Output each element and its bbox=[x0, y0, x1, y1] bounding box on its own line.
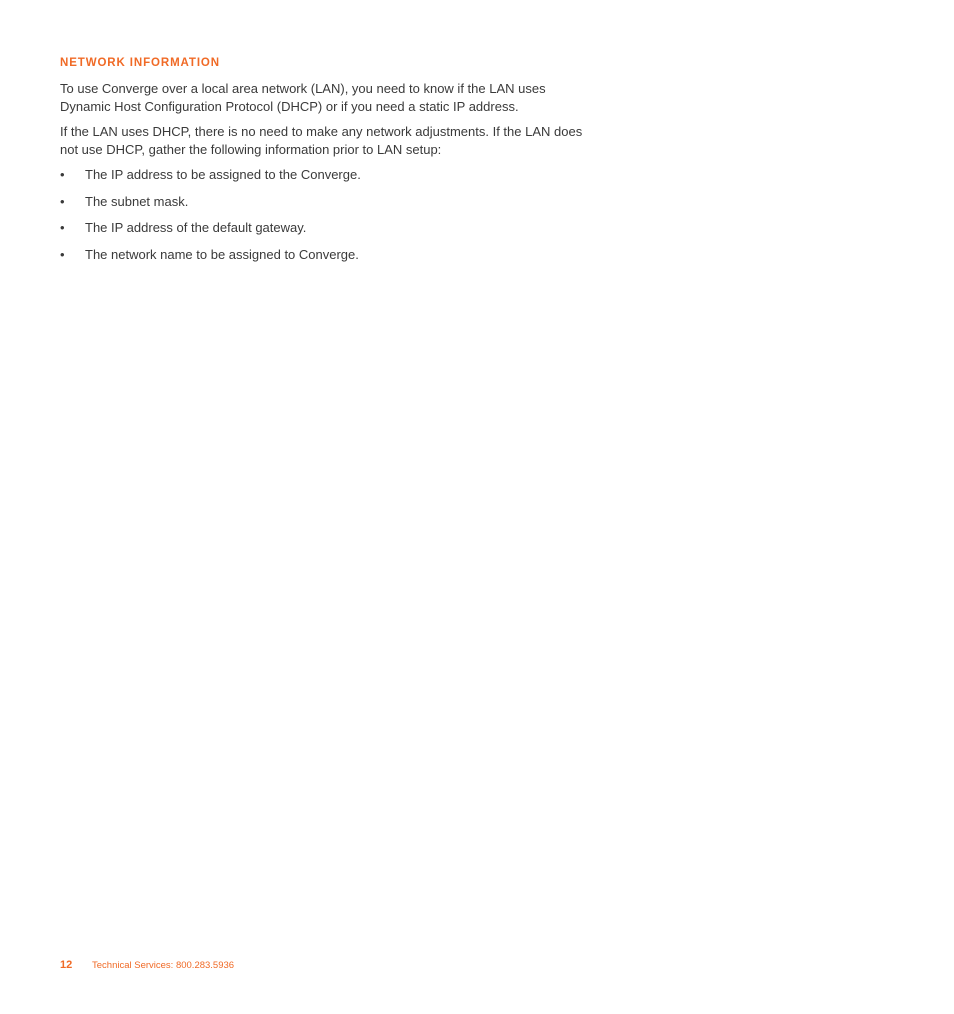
bullet-icon: • bbox=[60, 167, 65, 182]
page-footer bbox=[60, 958, 234, 973]
intro-paragraph: To use Converge over a local area network (LAN), you need to know if the LAN uses Dynamic Host Configuration Protocol (DHCP) or if you need a static IP address. bbox=[60, 81, 546, 114]
bullet-icon: • bbox=[60, 193, 65, 209]
section-heading: NETWORK INFORMATION bbox=[60, 57, 220, 69]
bullet-icon: • bbox=[60, 246, 65, 262]
list-item-text: The subnet mask. bbox=[85, 193, 189, 209]
list-item-text: The network name to be assigned to Converge. bbox=[85, 246, 359, 262]
list-item-text: The IP address to be assigned to the Converge. bbox=[85, 167, 361, 182]
list-item-text: The IP address of the default gateway. bbox=[85, 220, 307, 235]
page-number: 12 bbox=[60, 959, 73, 971]
bullet-icon: • bbox=[60, 220, 65, 235]
footer-contact-text: Technical Services: 800.283.5936 bbox=[92, 960, 235, 971]
dhcp-paragraph: If the LAN uses DHCP, there is no need to make any network adjustments. If the LAN does not use DHCP, gather the following information prior to LAN setup: bbox=[60, 124, 583, 157]
